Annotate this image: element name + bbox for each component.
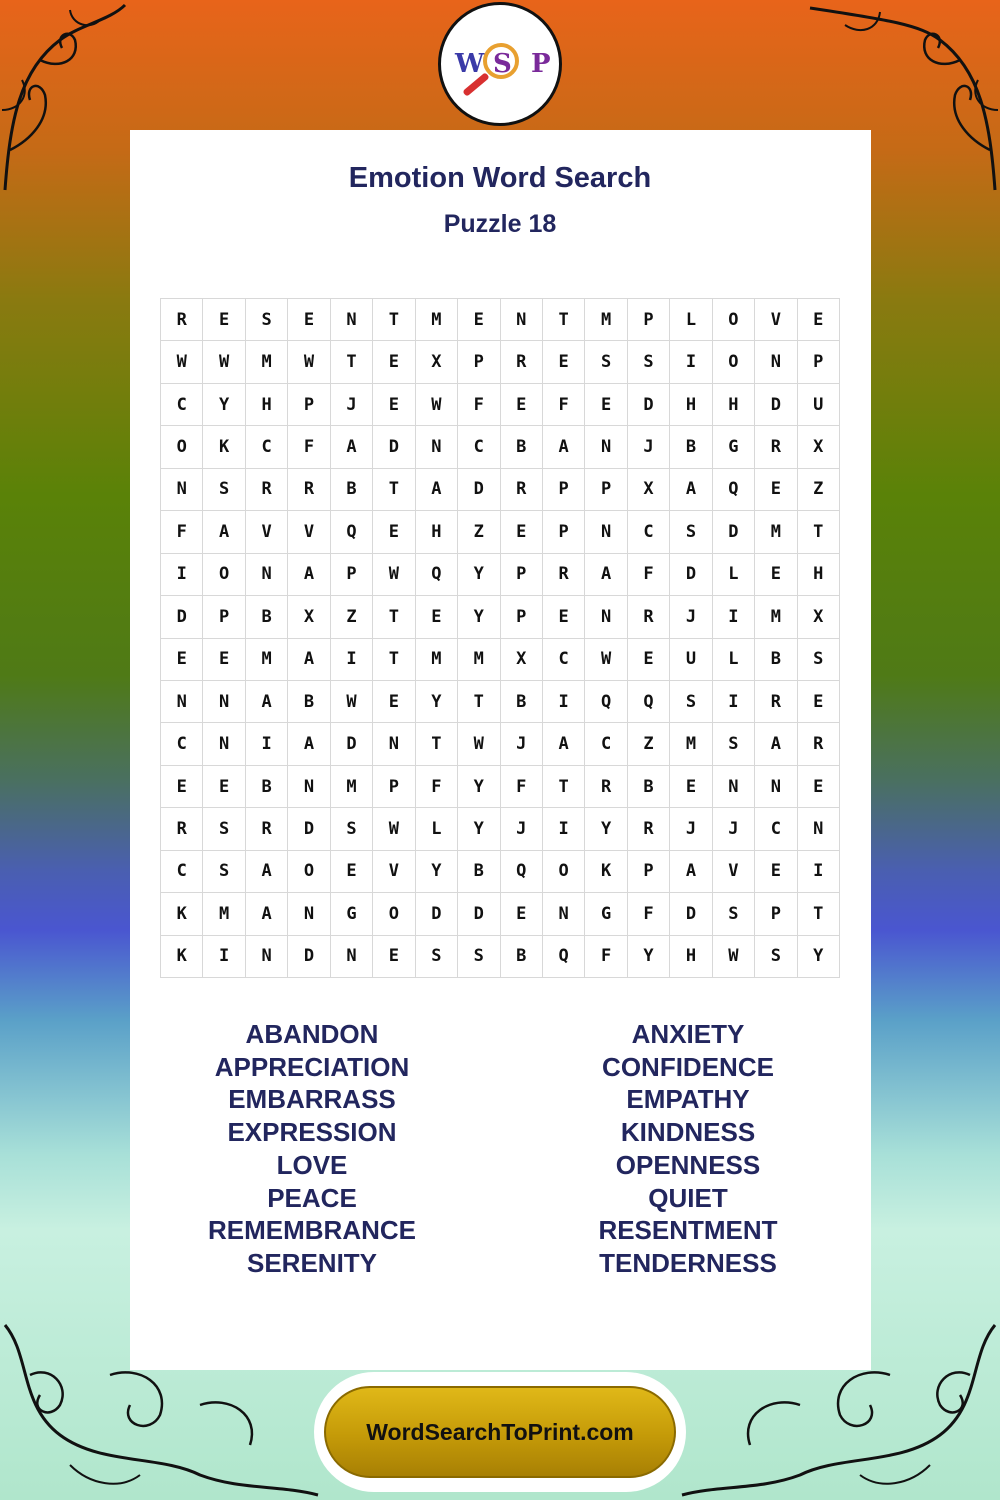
grid-cell[interactable]: W [288, 341, 330, 383]
grid-cell[interactable]: N [246, 936, 288, 978]
grid-cell[interactable]: E [501, 384, 543, 426]
grid-cell[interactable]: N [288, 766, 330, 808]
grid-cell[interactable]: B [501, 681, 543, 723]
grid-cell[interactable]: M [670, 723, 712, 765]
grid-cell[interactable]: N [246, 554, 288, 596]
grid-cell[interactable]: X [416, 341, 458, 383]
grid-cell[interactable]: E [458, 299, 500, 341]
word-list-item: EXPRESSION [227, 1117, 397, 1148]
grid-cell[interactable]: M [458, 639, 500, 681]
grid-cell[interactable]: I [543, 681, 585, 723]
grid-cell[interactable]: E [543, 596, 585, 638]
grid-cell[interactable]: P [458, 341, 500, 383]
grid-cell[interactable]: S [203, 808, 245, 850]
grid-cell[interactable]: R [246, 808, 288, 850]
grid-cell[interactable]: W [331, 681, 373, 723]
grid-cell[interactable]: E [755, 469, 797, 511]
grid-cell[interactable]: O [161, 426, 203, 468]
grid-cell[interactable]: S [416, 936, 458, 978]
grid-cell[interactable]: B [458, 851, 500, 893]
grid-cell[interactable]: M [585, 299, 627, 341]
grid-cell[interactable]: D [628, 384, 670, 426]
grid-cell[interactable]: I [670, 341, 712, 383]
grid-cell[interactable]: N [288, 893, 330, 935]
grid-cell[interactable]: N [755, 766, 797, 808]
grid-cell[interactable]: B [246, 766, 288, 808]
grid-cell[interactable]: W [373, 554, 415, 596]
grid-cell[interactable]: N [585, 511, 627, 553]
grid-cell[interactable]: T [373, 639, 415, 681]
grid-cell[interactable]: D [161, 596, 203, 638]
grid-cell[interactable]: N [501, 299, 543, 341]
word-list-item: CONFIDENCE [602, 1051, 774, 1082]
grid-cell[interactable]: I [713, 681, 755, 723]
grid-cell[interactable]: Y [585, 808, 627, 850]
grid-cell[interactable]: B [628, 766, 670, 808]
grid-cell[interactable]: I [203, 936, 245, 978]
grid-cell[interactable]: O [713, 299, 755, 341]
grid-cell[interactable]: T [543, 299, 585, 341]
grid-cell[interactable]: X [288, 596, 330, 638]
grid-cell[interactable]: M [203, 893, 245, 935]
grid-cell[interactable]: A [670, 469, 712, 511]
grid-cell[interactable]: M [416, 299, 458, 341]
grid-cell[interactable]: B [501, 936, 543, 978]
grid-cell[interactable]: Y [203, 384, 245, 426]
grid-cell[interactable]: Q [628, 681, 670, 723]
grid-cell[interactable]: S [713, 893, 755, 935]
grid-cell[interactable]: C [585, 723, 627, 765]
grid-cell[interactable]: P [288, 384, 330, 426]
grid-cell[interactable]: B [755, 639, 797, 681]
grid-cell[interactable]: E [501, 511, 543, 553]
grid-cell[interactable]: E [416, 596, 458, 638]
grid-cell[interactable]: F [585, 936, 627, 978]
grid-cell[interactable]: N [161, 681, 203, 723]
grid-cell[interactable]: N [161, 469, 203, 511]
grid-cell[interactable]: A [670, 851, 712, 893]
grid-cell[interactable]: A [288, 639, 330, 681]
grid-cell[interactable]: E [585, 384, 627, 426]
grid-cell[interactable]: N [543, 893, 585, 935]
grid-cell[interactable]: X [628, 469, 670, 511]
grid-cell[interactable]: X [501, 639, 543, 681]
grid-cell[interactable]: H [670, 936, 712, 978]
grid-cell[interactable]: D [288, 936, 330, 978]
grid-cell[interactable]: I [798, 851, 840, 893]
grid-cell[interactable]: L [713, 554, 755, 596]
grid-cell[interactable]: Z [798, 469, 840, 511]
grid-cell[interactable]: E [798, 766, 840, 808]
grid-cell[interactable]: L [713, 639, 755, 681]
grid-cell[interactable]: R [501, 341, 543, 383]
grid-cell[interactable]: J [628, 426, 670, 468]
grid-cell[interactable]: B [288, 681, 330, 723]
grid-cell[interactable]: E [798, 681, 840, 723]
grid-cell[interactable]: Y [416, 851, 458, 893]
grid-cell[interactable]: C [628, 511, 670, 553]
grid-cell[interactable]: R [501, 469, 543, 511]
grid-cell[interactable]: R [628, 808, 670, 850]
grid-cell[interactable]: C [458, 426, 500, 468]
grid-cell[interactable]: E [670, 766, 712, 808]
grid-cell[interactable]: B [670, 426, 712, 468]
grid-cell[interactable]: I [161, 554, 203, 596]
grid-cell[interactable]: R [246, 469, 288, 511]
grid-cell[interactable]: P [543, 469, 585, 511]
grid-cell[interactable]: E [203, 639, 245, 681]
grid-cell[interactable]: D [331, 723, 373, 765]
grid-cell[interactable]: N [713, 766, 755, 808]
grid-cell[interactable]: G [713, 426, 755, 468]
grid-cell[interactable]: S [670, 681, 712, 723]
grid-cell[interactable]: S [331, 808, 373, 850]
puzzle-number: Puzzle 18 [443, 210, 557, 238]
grid-cell[interactable]: F [501, 766, 543, 808]
grid-cell[interactable]: S [798, 639, 840, 681]
grid-cell[interactable]: M [246, 341, 288, 383]
word-list-left [112, 1018, 512, 1280]
grid-cell[interactable]: Q [416, 554, 458, 596]
grid-cell[interactable]: D [416, 893, 458, 935]
grid-cell[interactable]: P [501, 596, 543, 638]
grid-cell[interactable]: A [585, 554, 627, 596]
grid-cell[interactable]: S [755, 936, 797, 978]
grid-cell[interactable]: I [246, 723, 288, 765]
grid-cell[interactable]: H [798, 554, 840, 596]
grid-cell[interactable]: E [373, 681, 415, 723]
grid-cell[interactable]: I [331, 639, 373, 681]
grid-cell[interactable]: K [161, 893, 203, 935]
grid-cell[interactable]: P [755, 893, 797, 935]
word-list-item: EMPATHY [626, 1084, 750, 1115]
grid-cell[interactable]: J [713, 808, 755, 850]
grid-cell[interactable]: H [416, 511, 458, 553]
grid-cell[interactable]: N [331, 299, 373, 341]
grid-cell[interactable]: L [416, 808, 458, 850]
grid-cell[interactable]: R [543, 554, 585, 596]
grid-cell[interactable]: P [543, 511, 585, 553]
word-list-item: KINDNESS [620, 1117, 756, 1148]
grid-cell[interactable]: N [585, 426, 627, 468]
grid-cell[interactable]: P [585, 469, 627, 511]
grid-cell[interactable]: F [161, 511, 203, 553]
grid-cell[interactable]: T [373, 469, 415, 511]
grid-cell[interactable]: Y [458, 766, 500, 808]
grid-cell[interactable]: B [246, 596, 288, 638]
grid-cell[interactable]: Z [628, 723, 670, 765]
grid-cell[interactable]: E [501, 893, 543, 935]
letter-grid [160, 298, 840, 978]
grid-cell[interactable]: S [670, 511, 712, 553]
grid-cell[interactable]: F [458, 384, 500, 426]
grid-cell[interactable]: A [416, 469, 458, 511]
grid-cell[interactable]: S [713, 723, 755, 765]
grid-cell[interactable]: W [458, 723, 500, 765]
grid-cell[interactable]: P [331, 554, 373, 596]
grid-cell[interactable]: F [288, 426, 330, 468]
grid-cell[interactable]: J [670, 596, 712, 638]
word-list-item: REMEMBRANCE [208, 1215, 416, 1246]
grid-cell[interactable]: J [501, 808, 543, 850]
grid-cell[interactable]: F [543, 384, 585, 426]
grid-cell[interactable]: U [798, 384, 840, 426]
grid-cell[interactable]: E [373, 341, 415, 383]
grid-cell[interactable]: D [670, 893, 712, 935]
grid-cell[interactable]: O [543, 851, 585, 893]
grid-cell[interactable]: N [755, 341, 797, 383]
grid-cell[interactable]: N [798, 808, 840, 850]
grid-cell[interactable]: A [203, 511, 245, 553]
grid-cell[interactable]: J [501, 723, 543, 765]
grid-cell[interactable]: S [458, 936, 500, 978]
grid-cell[interactable]: Q [713, 469, 755, 511]
grid-cell[interactable]: N [416, 426, 458, 468]
grid-cell[interactable]: D [458, 893, 500, 935]
word-list-item: PEACE [267, 1182, 357, 1213]
grid-cell[interactable]: U [670, 639, 712, 681]
logo-letter-p: P [531, 49, 551, 79]
grid-cell[interactable]: C [755, 808, 797, 850]
grid-cell[interactable]: Y [628, 936, 670, 978]
grid-cell[interactable]: E [543, 341, 585, 383]
grid-cell[interactable]: W [416, 384, 458, 426]
grid-cell[interactable]: E [203, 299, 245, 341]
grid-cell[interactable]: T [416, 723, 458, 765]
word-list-item: APPRECIATION [214, 1051, 410, 1082]
grid-cell[interactable]: R [798, 723, 840, 765]
grid-cell[interactable]: V [713, 851, 755, 893]
grid-cell[interactable]: G [331, 893, 373, 935]
grid-cell[interactable]: E [331, 851, 373, 893]
grid-cell[interactable]: P [203, 596, 245, 638]
grid-cell[interactable]: N [331, 936, 373, 978]
grid-cell[interactable]: R [161, 808, 203, 850]
grid-cell[interactable]: A [331, 426, 373, 468]
grid-cell[interactable]: P [628, 851, 670, 893]
grid-cell[interactable]: W [203, 341, 245, 383]
grid-cell[interactable]: Y [798, 936, 840, 978]
grid-cell[interactable]: O [288, 851, 330, 893]
grid-cell[interactable]: E [755, 851, 797, 893]
grid-cell[interactable]: K [585, 851, 627, 893]
word-list-item: QUIET [648, 1182, 728, 1213]
grid-cell[interactable]: S [203, 469, 245, 511]
word-list-item: TENDERNESS [599, 1247, 777, 1278]
word-list-item: EMBARRASS [228, 1084, 396, 1115]
grid-cell[interactable]: D [713, 511, 755, 553]
grid-cell[interactable]: C [543, 639, 585, 681]
grid-cell[interactable]: D [670, 554, 712, 596]
grid-cell[interactable]: R [161, 299, 203, 341]
grid-cell[interactable]: V [246, 511, 288, 553]
grid-cell[interactable]: S [246, 299, 288, 341]
grid-cell[interactable]: E [161, 639, 203, 681]
grid-cell[interactable]: E [373, 511, 415, 553]
word-list-item: ANXIETY [631, 1019, 745, 1049]
grid-cell[interactable]: R [628, 596, 670, 638]
grid-cell[interactable]: A [288, 723, 330, 765]
logo-letter-s: S [493, 49, 512, 79]
grid-cell[interactable]: E [203, 766, 245, 808]
grid-cell[interactable]: D [755, 384, 797, 426]
grid-cell[interactable]: R [288, 469, 330, 511]
grid-cell[interactable]: F [628, 893, 670, 935]
grid-cell[interactable]: P [501, 554, 543, 596]
grid-cell[interactable]: Z [331, 596, 373, 638]
grid-cell[interactable]: E [288, 299, 330, 341]
grid-cell[interactable]: X [798, 596, 840, 638]
grid-cell[interactable]: D [458, 469, 500, 511]
grid-cell[interactable]: G [585, 893, 627, 935]
grid-cell[interactable]: I [543, 808, 585, 850]
grid-cell[interactable]: S [628, 341, 670, 383]
grid-cell[interactable]: Y [458, 808, 500, 850]
grid-cell[interactable]: E [628, 639, 670, 681]
grid-cell[interactable]: V [288, 511, 330, 553]
grid-cell[interactable]: C [161, 851, 203, 893]
grid-cell[interactable]: E [373, 936, 415, 978]
grid-cell[interactable]: K [161, 936, 203, 978]
grid-cell[interactable]: Y [416, 681, 458, 723]
grid-cell[interactable]: C [161, 384, 203, 426]
grid-cell[interactable]: Q [585, 681, 627, 723]
grid-cell[interactable]: R [755, 681, 797, 723]
word-list-item: ABANDON [245, 1019, 379, 1049]
grid-cell[interactable]: F [416, 766, 458, 808]
grid-cell[interactable]: Q [501, 851, 543, 893]
grid-cell[interactable]: M [246, 639, 288, 681]
grid-cell[interactable]: E [798, 299, 840, 341]
grid-cell[interactable]: T [798, 511, 840, 553]
grid-cell[interactable]: P [798, 341, 840, 383]
grid-cell[interactable]: D [288, 808, 330, 850]
grid-cell[interactable]: N [203, 723, 245, 765]
grid-cell[interactable]: M [416, 639, 458, 681]
grid-cell[interactable]: H [670, 384, 712, 426]
grid-cell[interactable]: B [501, 426, 543, 468]
grid-cell[interactable]: T [373, 596, 415, 638]
grid-cell[interactable]: J [331, 384, 373, 426]
word-list-item: SERENITY [246, 1247, 378, 1278]
grid-cell[interactable]: R [755, 426, 797, 468]
grid-cell[interactable]: T [798, 893, 840, 935]
grid-cell[interactable]: A [246, 681, 288, 723]
grid-cell[interactable]: N [373, 723, 415, 765]
grid-cell[interactable]: V [373, 851, 415, 893]
word-list-item: OPENNESS [615, 1149, 761, 1180]
grid-cell[interactable]: M [331, 766, 373, 808]
grid-cell[interactable]: A [543, 723, 585, 765]
grid-cell[interactable]: M [755, 596, 797, 638]
grid-cell[interactable]: R [585, 766, 627, 808]
grid-cell[interactable]: T [373, 299, 415, 341]
grid-cell[interactable]: K [203, 426, 245, 468]
grid-cell[interactable]: L [670, 299, 712, 341]
grid-cell[interactable]: P [628, 299, 670, 341]
grid-cell[interactable]: Z [458, 511, 500, 553]
grid-cell[interactable]: W [161, 341, 203, 383]
grid-cell[interactable]: I [713, 596, 755, 638]
grid-cell[interactable]: A [755, 723, 797, 765]
grid-cell[interactable]: H [246, 384, 288, 426]
grid-cell[interactable]: T [543, 766, 585, 808]
grid-cell[interactable]: O [203, 554, 245, 596]
grid-cell[interactable]: E [373, 384, 415, 426]
grid-cell[interactable]: H [713, 384, 755, 426]
grid-cell[interactable]: A [246, 893, 288, 935]
grid-cell[interactable]: O [713, 341, 755, 383]
grid-cell[interactable]: Q [331, 511, 373, 553]
site-logo[interactable] [438, 2, 562, 126]
word-list-right [488, 1018, 888, 1280]
grid-cell[interactable]: C [246, 426, 288, 468]
page-title: Emotion Word Search [348, 162, 652, 194]
grid-cell[interactable]: M [755, 511, 797, 553]
grid-cell[interactable]: Q [543, 936, 585, 978]
grid-cell[interactable]: S [585, 341, 627, 383]
grid-cell[interactable]: E [161, 766, 203, 808]
grid-cell[interactable]: O [373, 893, 415, 935]
grid-cell[interactable]: C [161, 723, 203, 765]
grid-cell[interactable]: J [670, 808, 712, 850]
word-list-item: RESENTMENT [598, 1215, 778, 1246]
logo-letter-w: W [455, 49, 485, 79]
grid-cell[interactable]: W [713, 936, 755, 978]
grid-cell[interactable]: X [798, 426, 840, 468]
grid-cell[interactable]: F [628, 554, 670, 596]
grid-cell[interactable]: P [373, 766, 415, 808]
grid-cell[interactable]: B [331, 469, 373, 511]
grid-cell[interactable]: S [203, 851, 245, 893]
grid-cell[interactable]: A [246, 851, 288, 893]
grid-cell[interactable]: W [373, 808, 415, 850]
grid-cell[interactable]: N [585, 596, 627, 638]
grid-cell[interactable]: N [203, 681, 245, 723]
grid-cell[interactable]: Y [458, 554, 500, 596]
grid-cell[interactable]: W [585, 639, 627, 681]
word-list-item: LOVE [276, 1149, 348, 1180]
grid-cell[interactable]: V [755, 299, 797, 341]
grid-cell[interactable]: A [288, 554, 330, 596]
grid-cell[interactable]: T [458, 681, 500, 723]
grid-cell[interactable]: T [331, 341, 373, 383]
grid-cell[interactable]: Y [458, 596, 500, 638]
grid-cell[interactable]: E [755, 554, 797, 596]
grid-cell[interactable]: D [373, 426, 415, 468]
site-link-button[interactable]: WordSearchToPrint.com [324, 1386, 676, 1478]
grid-cell[interactable]: A [543, 426, 585, 468]
